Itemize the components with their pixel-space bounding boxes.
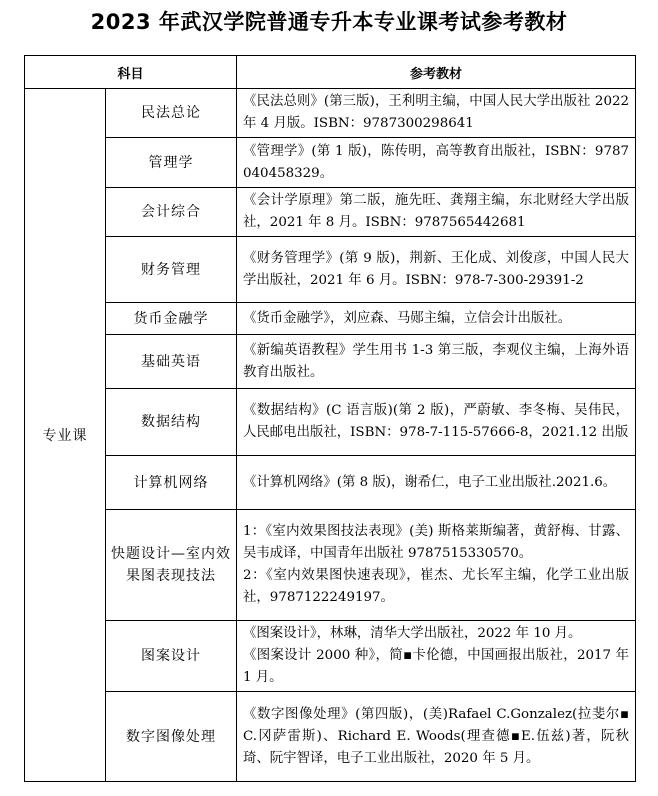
textbook-cell xyxy=(237,456,636,510)
table-row xyxy=(25,456,636,510)
textbook-line: 1：《室内效果图技法表现》(美) 斯格莱斯编著，黄舒梅、甘露、吴韦成译，中国青年出版社 9787515330570。 xyxy=(243,524,630,561)
textbook-cell xyxy=(237,389,636,456)
table-row xyxy=(25,138,636,188)
subject-cell: 货币金融学 xyxy=(106,303,237,335)
textbook-line: 《货币金融学》，刘应森、马郧主编，立信会计出版社。 xyxy=(243,310,572,326)
table-row xyxy=(25,621,636,692)
textbook-table xyxy=(24,55,636,782)
textbook-cell xyxy=(237,335,636,389)
subject-cell: 计算机网络 xyxy=(106,456,237,510)
textbook-cell xyxy=(237,188,636,237)
table-row xyxy=(25,692,636,782)
subject-cell: 数据结构 xyxy=(106,389,237,456)
subject-cell: 会计综合 xyxy=(106,188,237,237)
header-textbook: 参考教材 xyxy=(237,56,636,89)
subject-cell: 图案设计 xyxy=(106,621,237,692)
table-row xyxy=(25,510,636,621)
textbook-cell xyxy=(237,138,636,188)
textbook-line: 2：《室内效果图快速表现》，崔杰、尤长军主编，化学工业出版社，9787122249197。 xyxy=(243,568,630,605)
textbook-line: 《数据结构》(C 语言版)(第 2 版)，严蔚敏、李冬梅、吴伟民，人民邮电出版社，ISBN：978-7-115-57666-8，2021.12 出版 xyxy=(243,403,630,440)
subject-cell: 财务管理 xyxy=(106,237,237,303)
textbook-line: 《会计学原理》第二版，施先旺、龚翔主编，东北财经大学出版社，2021 年 8 月。ISBN：9787565442681 xyxy=(243,193,630,230)
table-row xyxy=(25,188,636,237)
table-body xyxy=(25,89,636,782)
textbook-line: 《新编英语教程》学生用书 1-3 第三版，李观仪主编，上海外语教育出版社。 xyxy=(243,342,630,380)
textbook-cell xyxy=(237,692,636,782)
textbook-line: 《民法总则》(第三版)，王利明主编，中国人民大学出版社 2022 年 4 月版。ISBN：9787300298641 xyxy=(243,94,630,131)
category-cell: 专业课 xyxy=(25,89,106,782)
textbook-line: 《图案设计 2000 种》，简▪卡伦德，中国画报出版社，2017 年 1 月。 xyxy=(243,648,630,685)
textbook-cell xyxy=(237,237,636,303)
table-row xyxy=(25,89,636,138)
textbook-cell xyxy=(237,303,636,335)
subject-cell: 基础英语 xyxy=(106,335,237,389)
table-row xyxy=(25,237,636,303)
textbook-line: 《计算机网络》(第 8 版)，谢希仁，电子工业出版社.2021.6。 xyxy=(243,474,617,490)
subject-cell: 快题设计—室内效果图表现技法 xyxy=(106,510,237,621)
textbook-cell xyxy=(237,621,636,692)
subject-cell: 民法总论 xyxy=(106,89,237,138)
subject-cell: 数字图像处理 xyxy=(106,692,237,782)
table-row xyxy=(25,389,636,456)
textbook-cell xyxy=(237,510,636,621)
textbook-line: 《图案设计》，林琳，清华大学出版社，2022 年 10 月。 xyxy=(243,626,582,641)
textbook-cell xyxy=(237,89,636,138)
table-row xyxy=(25,303,636,335)
subject-cell: 管理学 xyxy=(106,138,237,188)
page-title: 2023 年武汉学院普通专升本专业课考试参考教材 xyxy=(90,10,568,34)
table-header-row xyxy=(25,56,636,89)
header-subject: 科目 xyxy=(25,56,237,89)
textbook-line: 《数字图像处理》(第四版)，(美)Rafael C.Gonzalez(拉斐尔▪C.冈萨雷斯)、Richard E. Woods(理查德▪E.伍兹)著，阮秋琦、阮宇智译，电子工业出版社，2020 年 5 月。 xyxy=(243,706,630,766)
table-row xyxy=(25,335,636,389)
textbook-line: 《管理学》(第 1 版)，陈传明，高等教育出版社，ISBN：9787040458329。 xyxy=(243,143,630,181)
textbook-line: 《财务管理学》(第 9 版)，荆新、王化成、刘俊彦，中国人民大学出版社，2021 年 6 月。ISBN：978-7-300-29391-2 xyxy=(243,250,630,288)
